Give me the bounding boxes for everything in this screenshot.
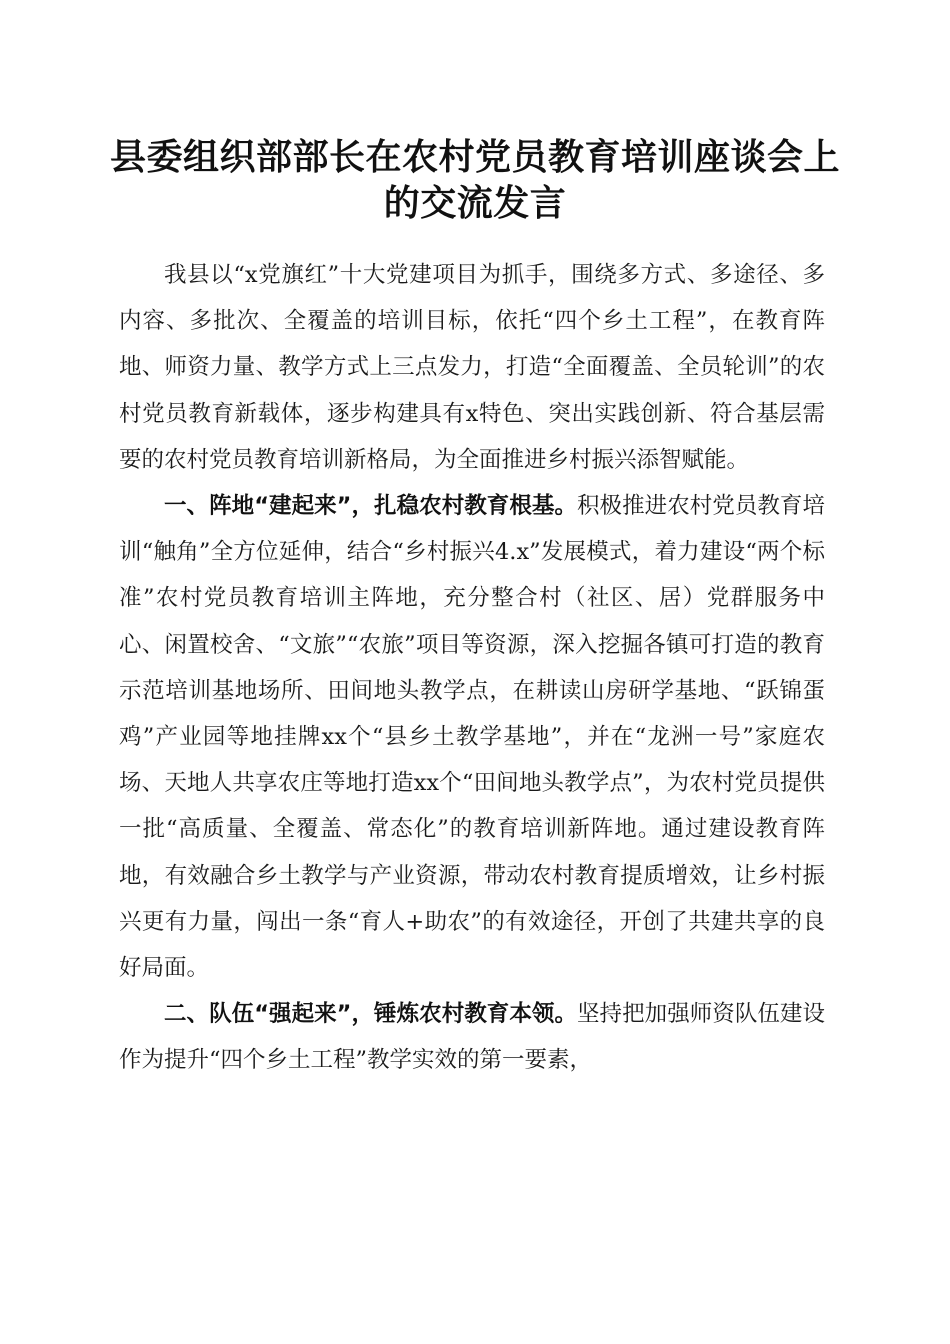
paragraph-intro-text: 我县以“x党旗红”十大党建项目为抓手，围绕多方式、多途径、多内容、多批次、全覆盖的培训目标，依托“四个乡土工程”，在教育阵地、师资力量、教学方式上三点发力，打造“全面覆盖、全员轮训”的农村党员教育新载体，逐步构建具有x特色、突出实践创新、符合基层需要的农村党员教育培训新格局，为全面推进乡村振兴添智赋能。	[119, 262, 825, 473]
section-2-heading: 二、队伍“强起来”，锤炼农村教育本领。	[164, 1001, 577, 1028]
paragraph-section-2	[119, 991, 825, 1083]
document-title: 县委组织部部长在农村党员教育培训座谈会上的交流发言	[110, 136, 841, 224]
paragraph-section-1	[119, 483, 825, 991]
section-1-text: 积极推进农村党员教育培训“触角”全方位延伸，结合“乡村振兴4.x”发展模式，着力建设“两个标准”农村党员教育培训主阵地，充分整合村（社区、居）党群服务中心、闲置校舍、“文旅”“农旅”项目等资源，深入挖掘各镇可打造的教育示范培训基地场所、田间地头教学点，在耕读山房研学基地、“跃锦蛋鸡”产业园等地挂牌xx个“县乡土教学基地”，并在“龙洲一号”家庭农场、天地人共享农庄等地打造xx个“田间地头教学点”，为农村党员提供一批“高质量、全覆盖、常态化”的教育培训新阵地。通过建设教育阵地，有效融合乡土教学与产业资源，带动农村教育提质增效，让乡村振兴更有力量，闯出一条“育人+助农”的有效途径，开创了共建共享的良好局面。	[119, 493, 825, 982]
section-2-text: 坚持把加强师资队伍建设作为提升“四个乡土工程”教学实效的第一要素，	[119, 1001, 825, 1074]
document-body	[119, 252, 825, 1084]
section-1-heading: 一、阵地“建起来”，扎稳农村教育根基。	[164, 493, 577, 520]
paragraph-intro	[119, 252, 825, 483]
